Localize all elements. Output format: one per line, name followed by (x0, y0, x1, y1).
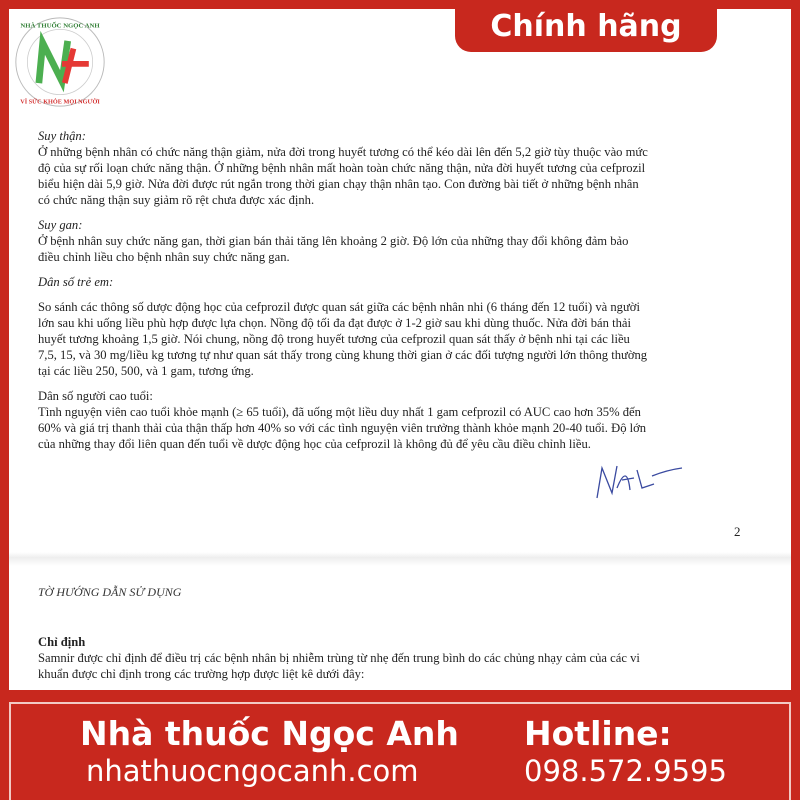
section-title: Dân số người cao tuổi: (38, 389, 153, 403)
document-body (38, 128, 746, 452)
text-line: biểu hiện dài 5,9 giờ. Nửa đời được rút ngắn trong thời gian chạy thận nhân tạo. Con đường bài tiết ở những bệnh nhân (38, 177, 639, 191)
section-title: Chỉ định (38, 635, 86, 649)
text-line: So sánh các thông số dược động học của cefprozil được quan sát giữa các bệnh nhân nhi (6 tháng đến 12 tuổi) và người (38, 300, 640, 314)
svg-text:NHÀ THUỐC NGỌC ANH: NHÀ THUỐC NGỌC ANH (20, 22, 100, 30)
section-title: Suy thận: (38, 129, 86, 143)
pharmacy-logo (12, 14, 108, 110)
page2-header: TỜ HƯỚNG DẪN SỬ DỤNG (38, 585, 182, 599)
text-line: độ của sự rối loạn chức năng thận. Ở những bệnh nhân mất hoàn toàn chức năng thận, nửa đời huyết tương của cefprozil (38, 161, 646, 175)
section-elderly (38, 388, 746, 452)
section-title: Suy gan: (38, 218, 83, 232)
text-line: điều chỉnh liều cho bệnh nhân suy chức năng gan. (38, 250, 290, 264)
text-line: Tình nguyện viên cao tuổi khỏe mạnh (≥ 65 tuổi), đã uống một liều duy nhất 1 gam cefprozil có AUC cao hơn 35% đến (38, 405, 641, 419)
text-line: Ở bệnh nhân suy chức năng gan, thời gian bán thải tăng lên khoảng 2 giờ. Độ lớn của những thay đổi không đảm bảo (38, 234, 629, 248)
website-link[interactable]: nhathuocngocanh.com (86, 754, 419, 788)
pharmacy-name: Nhà thuốc Ngọc Anh (80, 714, 459, 753)
text-line: tại các liều 250, 500, và 1 gam, tương ứng. (38, 364, 254, 378)
signature (592, 458, 687, 503)
svg-text:VÌ SỨC KHỎE MỌI NGƯỜI: VÌ SỨC KHỎE MỌI NGƯỜI (20, 98, 100, 106)
authentic-badge: Chính hãng (455, 0, 717, 52)
footer-banner (0, 690, 800, 800)
page-number: 2 (734, 524, 741, 539)
hotline-label: Hotline: (524, 714, 672, 753)
text-line: huyết tương khoảng 1,5 giờ. Nói chung, nồng độ trong huyết tương của cefprozil quan sát thấy ở bệnh nhi tại các liều (38, 332, 630, 346)
text-line: khuẩn được chỉ định trong các trường hợp được liệt kê dưới đây: (38, 667, 365, 681)
section-kidney (38, 128, 746, 208)
text-line: Ở những bệnh nhân có chức năng thận giảm, nửa đời trong huyết tương có thể kéo dài lên đến 5,2 giờ tùy thuộc vào mức (38, 145, 648, 159)
section-title: Dân số trẻ em: (38, 275, 114, 289)
hotline-number[interactable]: 098.572.9595 (524, 754, 727, 788)
text-line: Samnir được chỉ định để điều trị các bệnh nhân bị nhiễm trùng từ nhẹ đến trung bình do các chủng nhạy cảm của các vi (38, 651, 640, 665)
text-line: lớn sau khi uống liều phù hợp được lựa chọn. Nồng độ tối đa đạt được ở 1-2 giờ sau khi dùng thuốc. Nửa đời bán thải (38, 316, 631, 330)
section-liver (38, 217, 746, 265)
section-pediatric (38, 274, 746, 379)
text-line: có chức năng thận suy giảm rõ rệt chưa được xác định. (38, 193, 315, 207)
page-break (9, 552, 791, 566)
text-line: 60% và giá trị thanh thải của thận thấp hơn 40% so với các tình nguyện viên trưởng thành khỏe mạnh 20-40 tuổi. Độ lớn (38, 421, 647, 435)
text-line: của những thay đổi liên quan đến tuổi về dược động học của cefprozil là không đủ để yêu cầu điều chỉnh liều. (38, 437, 591, 451)
page2-body (38, 634, 746, 682)
text-line: 7,5, 15, và 30 mg/liều kg tương tự như quan sát thấy trong cùng khung thời gian ở các đối tượng người lớn thông thường (38, 348, 648, 362)
